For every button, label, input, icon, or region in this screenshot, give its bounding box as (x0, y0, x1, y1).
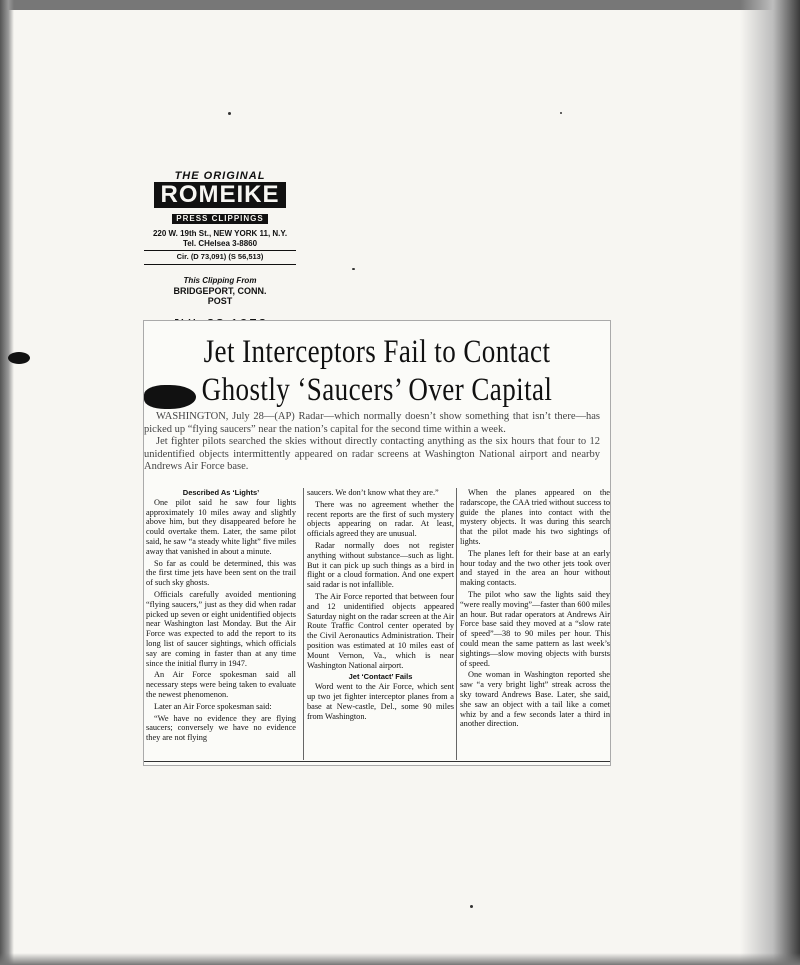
press-clippings-label: PRESS CLIPPINGS (172, 214, 267, 224)
scan-border-left (0, 0, 14, 965)
paragraph: There was no agreement whether the recent reports are the first of such mystery objects appearing on radar. At least, officials agreed they are unusual. (307, 499, 454, 539)
paragraph: So far as could be determined, this was the first time jets have been sent on the trail of such sky ghosts. (146, 558, 296, 588)
headline-line-1: Jet Interceptors Fail to Contact (203, 334, 551, 370)
source-city: BRIDGEPORT, CONN. (173, 286, 267, 296)
paragraph: saucers. We don’t know what they are.” (307, 488, 439, 497)
headline-line-2: Ghostly ‘Saucers’ Over Capital (201, 372, 553, 408)
paragraph: The pilot who saw the lights said they “were really moving”—faster than 600 miles an hour. But radar operators at Andrews Air Force base said they moved at a “slow rate of speed”—38 to 90 miles per hour. This could mean the same pattern as last week’s sightings—slow moving objects with bursts of speed. (460, 589, 610, 668)
scan-speck (8, 352, 30, 364)
address: 220 W. 19th St., NEW YORK 11, N.Y. (152, 229, 288, 238)
paragraph: Word went to the Air Force, which sent up two jet fighter interceptor planes from a base at New-castle, Del., some 90 miles from Washington. (307, 682, 454, 721)
scan-border-top (0, 0, 800, 10)
article-column-1 (146, 488, 296, 760)
article-column-3 (456, 488, 610, 760)
paragraph: One pilot said he saw four lights approximately 10 miles away and slightly above him, but they disappeared before he could overtake them. Later, the same pilot said, he saw “a steady white light” five miles away that vanished in about a minute. (146, 497, 296, 556)
paragraph: Officials carefully avoided mentioning “flying saucers,” just as they did when radar picked up seven or eight unidentified objects near Washington last Monday. But the Air Force was expected to add the report to its long list of saucer sightings, which officials say are coming in faster than at any time since the initial flurry in 1947. (146, 589, 296, 668)
scan-border-bottom (0, 953, 800, 965)
scan-speck (560, 112, 562, 114)
paragraph: The planes left for their base at an early hour today and the two other jets took over and stayed in the area an hour without making contacts. (460, 548, 610, 588)
circulation: Cir. (D 73,091) (S 56,513) (176, 252, 264, 261)
ink-smudge (144, 385, 196, 409)
scan-speck (352, 268, 355, 270)
clipping-from-label: This Clipping From (183, 276, 257, 285)
paragraph: Later an Air Force spokesman said: (154, 701, 272, 711)
lead-paragraph: Jet fighter pilots searched the skies without directly contacting anything as the six hours that four to 12 unidentified objects intermittently appeared on radar screens at Washington National airport and nearby Andrews Air Force base. (144, 436, 600, 472)
scan-speck (470, 905, 473, 908)
paragraph: One woman in Washington reported she saw “a very bright light” streak across the sky toward Andrews Base. Later, she said, she saw an object with a tail like a comet whiz by and a few seconds later a third in another direction. (460, 670, 610, 729)
bottom-rule (144, 761, 610, 762)
divider (144, 264, 296, 265)
clipping-source (150, 276, 290, 306)
paragraph: The Air Force reported that between four and 12 unidentified objects appeared Saturday night on the radar screen at the Air Route Traffic Control center operated by the Civil Aeronautics Administration. Their position was estimated at 10 miles east of Mount Vernon, Va., which is near Washington National airport. (307, 591, 454, 670)
romeike-header (140, 170, 300, 265)
phone: Tel. CHelsea 3-8860 (182, 239, 258, 248)
lead-paragraph: WASHINGTON, July 28—(AP) Radar—which normally doesn’t show something that isn’t there—has picked up “flying saucers” near the nation’s capital for the second time within a week. (144, 411, 600, 435)
lead-paragraphs (144, 411, 600, 474)
source-paper: POST (207, 296, 233, 306)
paragraph: When the planes appeared on the radarscope, the CAA tried without success to guide the planes into contact with the mystery objects. It was during this search that the pilot made his two sightings of lights. (460, 488, 610, 546)
romeike-logo: ROMEIKE (154, 182, 285, 208)
subheading: Jet ‘Contact’ Fails (348, 672, 413, 682)
divider (144, 250, 296, 251)
article-columns (146, 488, 608, 760)
paragraph: An Air Force spokesman said all necessary steps were being taken to evaluate the newest phenomenon. (146, 670, 296, 699)
scan-speck (228, 112, 231, 115)
the-original-label: THE ORIGINAL (174, 170, 266, 182)
article-column-2 (303, 488, 454, 760)
scan-border-right (740, 0, 800, 965)
paragraph: “We have no evidence they are flying saucers; conversely we have no evidence they are not flying (146, 713, 296, 743)
subheading: Described As ‘Lights’ (182, 488, 260, 497)
paragraph: Radar normally does not register anything without substance—such as light. But it can pick up such things as a bird in flight or a cloud formation. And one expert said radar is not infallible. (307, 540, 454, 590)
news-clipping (143, 320, 611, 766)
